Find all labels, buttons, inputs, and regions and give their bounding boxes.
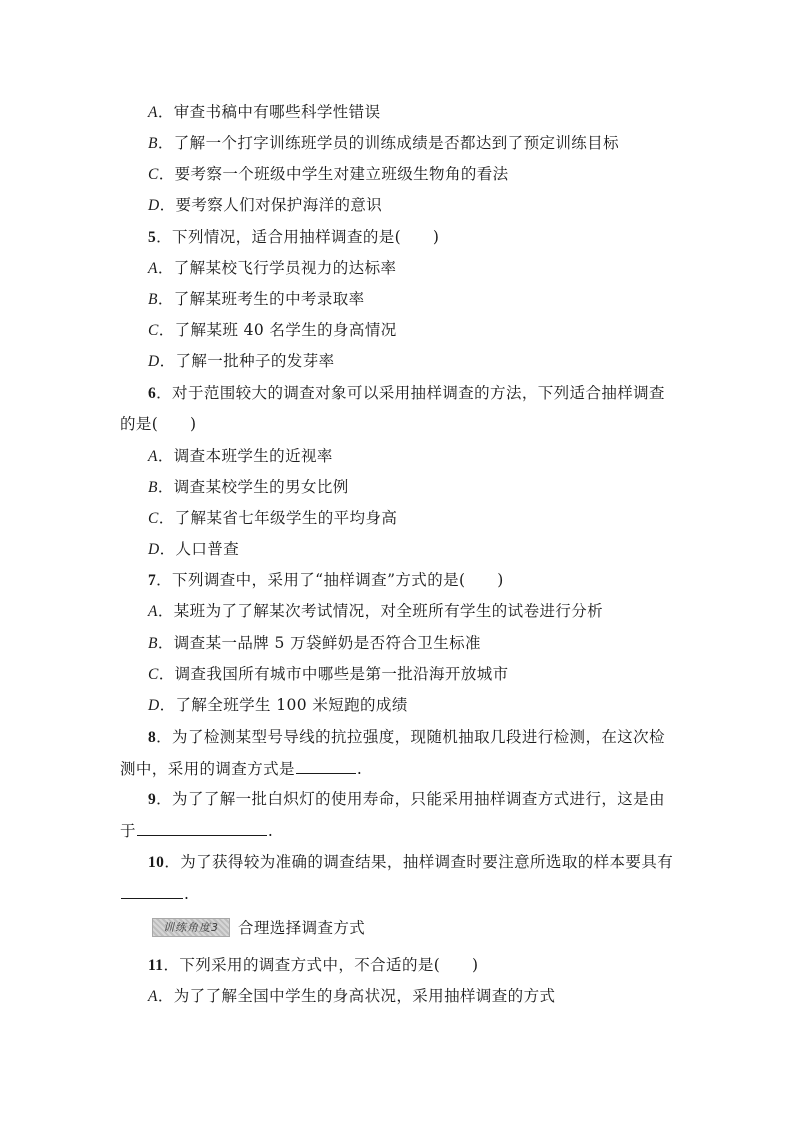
q8-stem-line1: 8．为了检测某型号导线的抗拉强度，现随机抽取几段进行检测，在这次检	[148, 728, 665, 746]
q11-stem: 11．下列采用的调查方式中，不合适的是( )	[148, 956, 479, 974]
section-header	[152, 916, 365, 938]
q7-option-a: A．某班为了了解某次考试情况，对全班所有学生的试卷进行分析	[148, 602, 604, 620]
q6-stem-line2: 的是( )	[120, 415, 197, 433]
q5-option-a: A．了解某校飞行学员视力的达标率	[148, 259, 397, 277]
q4-option-c: C．要考察一个班级中学生对建立班级生物角的看法	[148, 165, 509, 183]
q6-option-c: C．了解某省七年级学生的平均身高	[148, 509, 398, 527]
q7-option-c: C．调查我国所有城市中哪些是第一批沿海开放城市	[148, 665, 509, 683]
q5-option-d: D．了解一批种子的发芽率	[148, 352, 335, 370]
q4-option-b: B．了解一个打字训练班学员的训练成绩是否都达到了预定训练目标	[148, 134, 619, 152]
q11-option-a: A．为了了解全国中学生的身高状况，采用抽样调查的方式	[148, 987, 556, 1005]
section-badge: 训练角度3	[152, 918, 230, 937]
q7-option-b: B．调查某一品牌 5 万袋鲜奶是否符合卫生标准	[148, 634, 481, 652]
q6-stem-line1: 6．对于范围较大的调查对象可以采用抽样调查的方法，下列适合抽样调查	[148, 384, 665, 402]
q6-option-d: D．人口普查	[148, 540, 240, 558]
q7-option-d: D．了解全班学生 100 米短跑的成绩	[148, 696, 408, 714]
q5-stem: 5．下列情况，适合用抽样调查的是( )	[148, 228, 440, 246]
q8-answer-blank[interactable]	[296, 758, 356, 774]
q7-stem: 7．下列调查中，采用了“抽样调查”方式的是( )	[148, 571, 504, 589]
q6-option-a: A．调查本班学生的近视率	[148, 447, 333, 465]
q10-stem-line2: .	[120, 883, 189, 904]
q9-stem-line1: 9．为了了解一批白炽灯的使用寿命，只能采用抽样调查方式进行，这是由	[148, 790, 665, 808]
q6-option-b: B．调查某校学生的男女比例	[148, 478, 349, 496]
q4-option-a: A．审查书稿中有哪些科学性错误	[148, 103, 381, 121]
q4-option-d: D．要考察人们对保护海洋的意识	[148, 196, 383, 214]
q9-answer-blank[interactable]	[137, 820, 267, 836]
q8-stem-line2: 测中，采用的调查方式是 .	[120, 760, 363, 778]
q9-stem-line2: 于 .	[120, 822, 274, 840]
q5-option-b: B．了解某班考生的中考录取率	[148, 290, 365, 308]
section-title: 合理选择调查方式	[238, 919, 366, 937]
q5-option-c: C．了解某班 40 名学生的身高情况	[148, 321, 397, 339]
q10-answer-blank[interactable]	[121, 883, 183, 899]
q10-stem-line1: 10．为了获得较为准确的调查结果，抽样调查时要注意所选取的样本要具有	[148, 853, 674, 871]
